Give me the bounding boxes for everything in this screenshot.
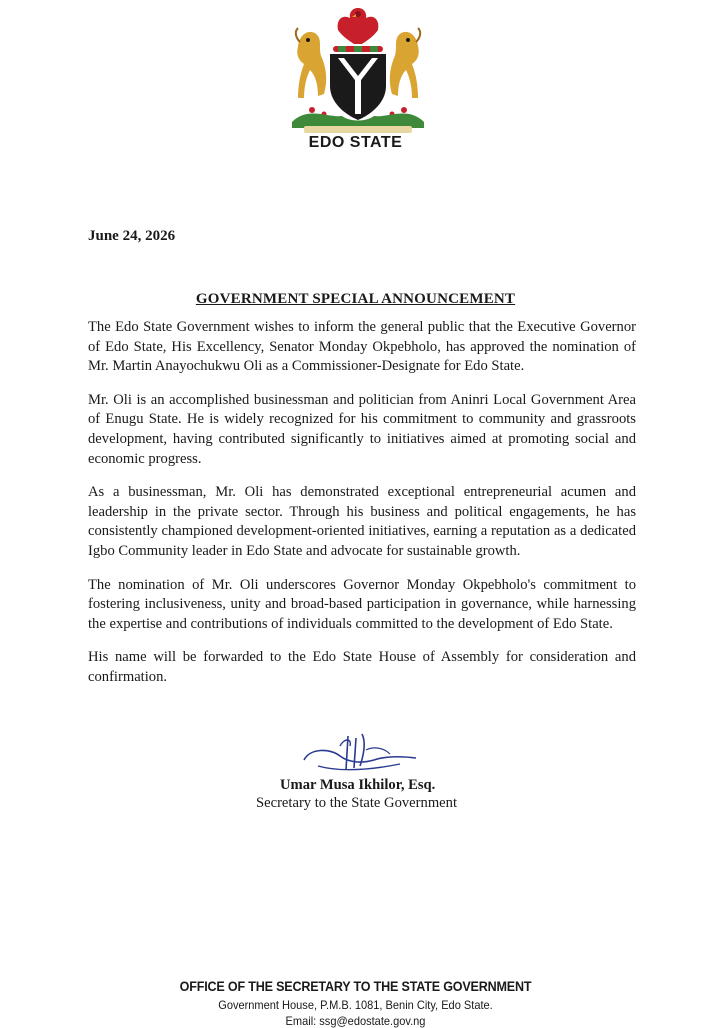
announcement-heading: GOVERNMENT SPECIAL ANNOUNCEMENT <box>195 291 516 307</box>
state-name: EDO STATE <box>308 134 403 151</box>
signatory-title: Secretary to the State Government <box>256 795 457 811</box>
signatory-name: Umar Musa Ikhilor, Esq. <box>280 777 436 793</box>
body-paragraph: The nomination of Mr. Oli underscores Governor Monday Okpebholo's commitment to fostering inclusiveness, unity and broad-based participation in governance, while harnessing the expertise and contributions of individuals committed to the development of Edo State. <box>88 576 636 632</box>
footer-office-name: OFFICE OF THE SECRETARY TO THE STATE GOVERNMENT <box>179 979 532 994</box>
body-paragraph: As a businessman, Mr. Oli has demonstrated exceptional entrepreneurial acumen and leadership in the private sector. Through his business and political engagements, he has consistently championed development-oriented initiatives, earning a reputation as a dedicated Igbo Community leader in Edo State and advocate for sustainable growth. <box>88 484 636 559</box>
letter-body <box>88 318 636 702</box>
footer-email: Email: ssg@edostate.gov.ng <box>285 1014 426 1028</box>
coat-of-arms-icon <box>278 2 438 134</box>
body-paragraph: The Edo State Government wishes to inform the general public that the Executive Governor of Edo State, His Excellency, Senator Monday Okpebholo, has approved the nomination of Mr. Martin Anayochukwu Oli as a Commissioner-Designate for Edo State. <box>88 319 636 375</box>
letter-date: June 24, 2026 <box>88 228 176 244</box>
body-paragraph: Mr. Oli is an accomplished businessman and politician from Aninri Local Government Area of Enugu State. He is widely recognized for his commitment to community and grassroots development, having contributed significantly to initiatives aimed at promoting social and economic progress. <box>88 391 636 467</box>
signature <box>300 732 420 780</box>
body-paragraph: His name will be forwarded to the Edo State House of Assembly for consideration and confirmation. <box>88 649 636 685</box>
footer-address: Government House, P.M.B. 1081, Benin City, Edo State. <box>218 998 493 1012</box>
